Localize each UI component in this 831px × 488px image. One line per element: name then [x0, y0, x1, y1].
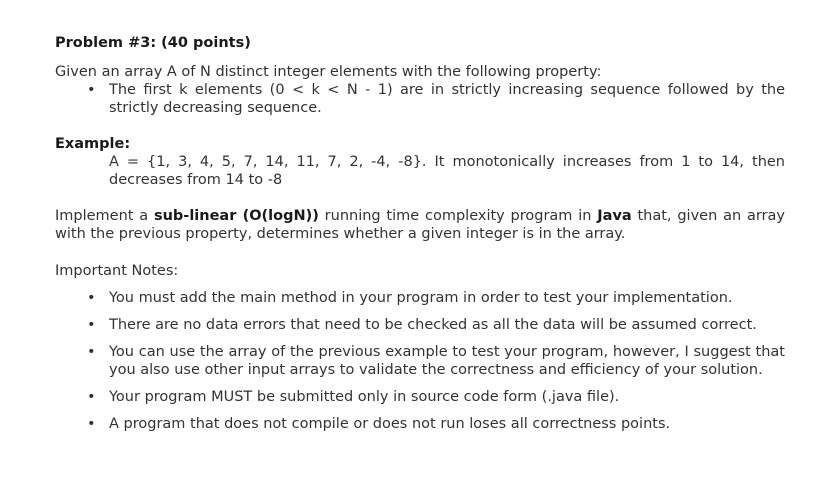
property-bullet: [55, 81, 785, 117]
note-text: A program that does not compile or does not run loses all correctness points.: [109, 416, 671, 432]
implement-text-2: running time complexity program in: [318, 208, 598, 224]
note-item: [55, 289, 785, 307]
problem-title: Problem #3: (40 points): [55, 35, 251, 51]
implement-text-3: that, given an array with the previous property, determines whether a given integer is in the array.: [55, 208, 785, 242]
assignment-document: [55, 34, 785, 442]
note-item: [55, 343, 785, 379]
bullet-icon: •: [87, 389, 96, 405]
implement-paragraph: [55, 207, 785, 243]
example-title: Example:: [55, 136, 131, 152]
note-text: Your program MUST be submitted only in source code form (.java file).: [109, 389, 620, 405]
example-text: A = {1, 3, 4, 5, 7, 14, 11, 7, 2, -4, -8}. It monotonically increases from 1 to 14, then decreases from 14 to -8: [109, 154, 785, 188]
bullet-icon: •: [87, 317, 96, 333]
note-item: [55, 388, 785, 406]
bullet-icon: •: [87, 416, 96, 432]
notes-title: Important Notes:: [55, 263, 179, 279]
note-item: [55, 415, 785, 433]
note-text: You must add the main method in your program in order to test your implementation.: [109, 290, 733, 306]
complexity-requirement: sub-linear (O(logN)): [153, 208, 319, 224]
language-requirement: Java: [597, 208, 632, 224]
problem-intro: Given an array A of N distinct integer elements with the following property:: [55, 64, 602, 80]
implement-text-1: Implement a: [55, 208, 154, 224]
bullet-icon: •: [87, 290, 96, 306]
note-text: There are no data errors that need to be checked as all the data will be assumed correct.: [109, 317, 757, 333]
bullet-icon: •: [87, 344, 96, 360]
bullet-icon: •: [87, 82, 96, 98]
property-text: The first k elements (0 < k < N - 1) are in strictly increasing sequence followed by the strictly decreasing sequence.: [109, 82, 785, 116]
note-text: You can use the array of the previous example to test your program, however, I suggest that you also use other input arrays to validate the correctness and efficiency of your solution.: [109, 344, 785, 378]
note-item: [55, 316, 785, 334]
